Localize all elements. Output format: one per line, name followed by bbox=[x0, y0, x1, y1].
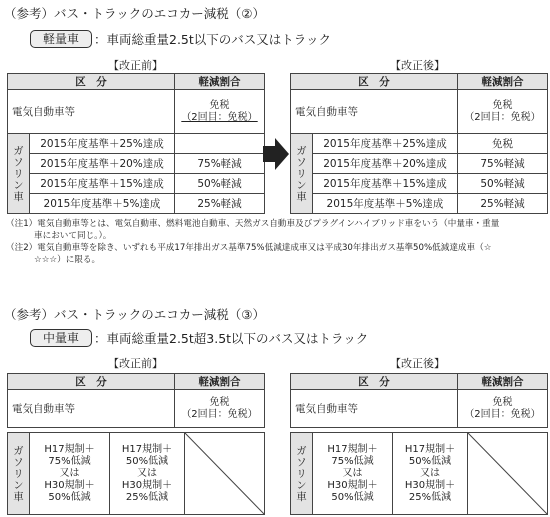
row-label: 2015年度基準＋20%達成 bbox=[313, 154, 458, 174]
gasoline-label: ガソリン車 bbox=[291, 134, 313, 214]
gasoline-label: ガソリン車 bbox=[291, 433, 313, 515]
row-label: 2015年度基準＋5%達成 bbox=[30, 194, 175, 214]
col-category-header: 区 分 bbox=[291, 74, 458, 90]
note2-line2: ☆☆☆）に限る。 bbox=[34, 255, 101, 265]
row-label: 2015年度基準＋20%達成 bbox=[30, 154, 175, 174]
note1-line1: （注1）電気自動車等とは、電気自動車、燃料電池自動車、天然ガス自動車及びプラグインハイブリッド車をいう（中量車・重量 bbox=[6, 219, 500, 229]
row-rate bbox=[175, 134, 265, 154]
ev-rate: 免税 （2回目：免税） bbox=[458, 90, 548, 134]
section1-category-pill: 軽量車 bbox=[30, 30, 92, 48]
col-rate-header: 軽減割合 bbox=[458, 74, 548, 90]
footnotes bbox=[6, 218, 546, 266]
gasoline-label: ガソリン車 bbox=[8, 134, 30, 214]
section2-vehicle-description: ：車両総重量2.5t超3.5t以下のバス又はトラック bbox=[94, 331, 369, 346]
ev-label: 電気自動車等 bbox=[8, 390, 175, 428]
row-label: 2015年度基準＋25%達成 bbox=[30, 134, 175, 154]
row-rate: 50%軽減 bbox=[458, 174, 548, 194]
section2-before-gasoline-table bbox=[7, 432, 265, 515]
gasoline-cell-b: H17規制＋ 50%低減 又は H30規制＋ 25%低減 bbox=[110, 433, 185, 515]
gasoline-cell-b: H17規制＋ 50%低減 又は H30規制＋ 25%低減 bbox=[393, 433, 468, 515]
section2-category-pill: 中量車 bbox=[30, 329, 92, 347]
col-rate-header: 軽減割合 bbox=[175, 374, 265, 390]
gasoline-label: ガソリン車 bbox=[8, 433, 30, 515]
col-category-header: 区 分 bbox=[8, 74, 175, 90]
row-label: 2015年度基準＋15%達成 bbox=[313, 174, 458, 194]
section1-before-title: 【改正前】 bbox=[108, 59, 163, 72]
row-rate: 25%軽減 bbox=[458, 194, 548, 214]
row-label: 2015年度基準＋5%達成 bbox=[313, 194, 458, 214]
row-rate: 75%軽減 bbox=[458, 154, 548, 174]
ev-label: 電気自動車等 bbox=[291, 90, 458, 134]
section1-heading: （参考）バス・トラックのエコカー減税（②） bbox=[4, 6, 265, 21]
ev-label: 電気自動車等 bbox=[291, 390, 458, 428]
diagonal-line bbox=[468, 433, 548, 515]
empty-diagonal-cell bbox=[468, 433, 548, 515]
note2-line1: （注2）電気自動車等を除き、いずれも平成17年排出ガス基準75%低減達成車又は平成30年排出ガス基準50%低減達成車（☆ bbox=[6, 243, 492, 253]
section2-after-gasoline-table bbox=[290, 432, 548, 515]
row-rate: 免税 bbox=[458, 134, 548, 154]
section1-after-table bbox=[290, 73, 548, 214]
ev-rate: 免税 （2回目：免税） bbox=[175, 390, 265, 428]
ev-label: 電気自動車等 bbox=[8, 90, 175, 134]
row-label: 2015年度基準＋15%達成 bbox=[30, 174, 175, 194]
gasoline-cell-a: H17規制＋ 75%低減 又は H30規制＋ 50%低減 bbox=[313, 433, 393, 515]
empty-diagonal-cell bbox=[185, 433, 265, 515]
row-rate: 25%軽減 bbox=[175, 194, 265, 214]
section2-before-table-header bbox=[7, 373, 265, 428]
col-category-header: 区 分 bbox=[8, 374, 175, 390]
section1-vehicle-description: ：車両総重量2.5t以下のバス又はトラック bbox=[94, 32, 332, 47]
section1-after-title: 【改正後】 bbox=[390, 59, 445, 72]
section2-after-title: 【改正後】 bbox=[390, 357, 445, 370]
ev-rate: 免税 （2回目：免税） bbox=[175, 90, 265, 134]
right-arrow-icon bbox=[263, 138, 289, 174]
col-category-header: 区 分 bbox=[291, 374, 458, 390]
note1-line2: 車において同じ。）。 bbox=[34, 231, 112, 241]
row-rate: 75%軽減 bbox=[175, 154, 265, 174]
diagonal-line bbox=[185, 433, 265, 515]
section2-before-title: 【改正前】 bbox=[108, 357, 163, 370]
section2-heading: （参考）バス・トラックのエコカー減税（③） bbox=[4, 307, 265, 322]
gasoline-cell-a: H17規制＋ 75%低減 又は H30規制＋ 50%低減 bbox=[30, 433, 110, 515]
col-rate-header: 軽減割合 bbox=[458, 374, 548, 390]
section1-before-table bbox=[7, 73, 265, 214]
row-label: 2015年度基準＋25%達成 bbox=[313, 134, 458, 154]
ev-rate: 免税 （2回目：免税） bbox=[458, 390, 548, 428]
row-rate: 50%軽減 bbox=[175, 174, 265, 194]
col-rate-header: 軽減割合 bbox=[175, 74, 265, 90]
section2-after-table-header bbox=[290, 373, 548, 428]
